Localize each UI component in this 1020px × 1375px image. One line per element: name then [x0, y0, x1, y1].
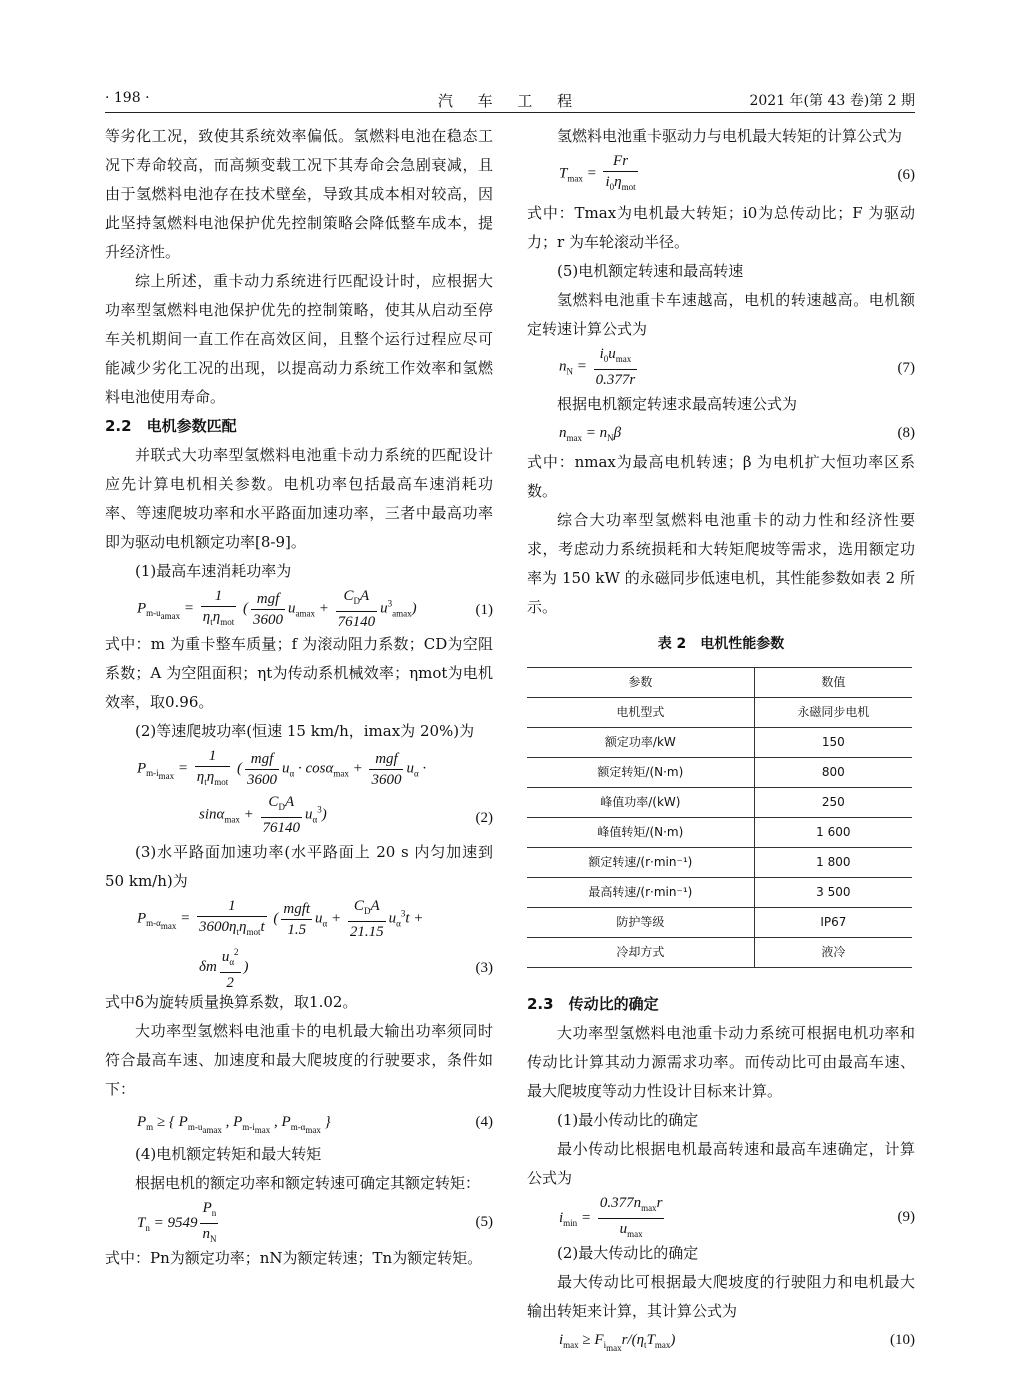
issue-info: 2021 年(第 43 卷)第 2 期 — [749, 93, 915, 109]
table-cell: 额定功率/kW — [527, 728, 754, 758]
equation-number: (8) — [897, 425, 915, 441]
subsection-label: (3)水平路面加速功率(水平路面上 20 s 内匀加速到 50 km/h)为 — [105, 843, 493, 890]
equation-5: $T_n = 9549$ $\frac{P_n}{n_N}$ (5) — [137, 1200, 493, 1244]
subsection-label: (2)等速爬坡功率(恒速 15 km/h，imax为 20%)为 — [135, 722, 475, 740]
table-row — [527, 818, 912, 848]
table-cell: 800 — [754, 758, 912, 788]
right-column — [527, 122, 915, 1355]
motor-parameter-table — [527, 667, 912, 968]
table-row — [527, 728, 912, 758]
equation-1: $P_{m-u_{amax}}$ = $\frac{1}{\eta_t\eta_{mot}}$ ( $\frac{\text{mgf}}{3600}$ $u_{amax}$ + $\frac{C_DA}{76140}$ $u^3_{amax}$) (1) — [137, 588, 493, 630]
table-row — [527, 848, 912, 878]
page-number: · 198 · — [105, 90, 150, 106]
paragraph: 综上所述，重卡动力系统进行匹配设计时，应根据大功率型氢燃料电池保护优先的控制策略，使其从启动至停车关机期间一直工作在高效区间，且整个运行过程应尽可能减少劣化工况的出现，以提高动力系统工作效率和氢燃料电池使用寿命。 — [105, 272, 493, 406]
table-cell: 冷却方式 — [527, 938, 754, 968]
table-cell: 1 600 — [754, 818, 912, 848]
section-heading: 2.2 电机参数匹配 — [105, 417, 237, 435]
table-header-cell: 数值 — [754, 668, 912, 698]
equation-number: (2) — [475, 810, 493, 826]
equation-4: $P_m$ ≥ { $P_{m-u_{amax}}$ , $P_{m-i_{max}}$ , $P_{m-\alpha_{max}}$ } (4) — [105, 1104, 493, 1140]
table-row — [527, 698, 912, 728]
equation-number: (10) — [890, 1332, 915, 1348]
table-cell: 额定转矩/(N·m) — [527, 758, 754, 788]
page-header — [105, 90, 915, 113]
paragraph: 最大传动比可根据最大爬坡度的行驶阻力和电机最大输出转矩来计算，其计算公式为 — [527, 1273, 915, 1320]
paragraph: 大功率型氢燃料电池重卡动力系统可根据电机功率和传动比计算其动力源需求功率。而传动比可由最高车速、最大爬坡度等动力性设计目标来计算。 — [527, 1024, 915, 1100]
where-clause: 式中：m 为重卡整车质量；f 为滚动阻力系数；CD为空阻系数；A 为空阻面积；ηt为传动系机械效率；ηmot为电机效率，取0.96。 — [105, 635, 493, 711]
table-cell: 最高转速/(r·min⁻¹) — [527, 878, 754, 908]
table-row — [527, 938, 912, 968]
equation-9: $i_{min}$ = $\frac{0.377n_{max}r}{u_{max}}$ (9) — [559, 1195, 915, 1239]
equation-number: (3) — [475, 960, 493, 976]
table-cell: 永磁同步电机 — [754, 698, 912, 728]
subsection-label: (4)电机额定转矩和最大转矩 — [135, 1145, 322, 1163]
equation-number: (1) — [475, 602, 493, 618]
paragraph: 根据电机的额定功率和额定转速可确定其额定转矩： — [135, 1174, 481, 1192]
table-row — [527, 788, 912, 818]
table-cell: 3 500 — [754, 878, 912, 908]
equation-number: (6) — [897, 167, 915, 183]
paragraph: 氢燃料电池重卡车速越高，电机的转速越高。电机额定转速计算公式为 — [527, 291, 915, 338]
subsection-label: (2)最大传动比的确定 — [557, 1244, 699, 1262]
equation-6: $T_{max}$ = $\frac{Fr}{i_0\eta_{mot}}$ (6) — [559, 153, 915, 192]
table-caption: 表 2 电机性能参数 — [657, 636, 785, 652]
section-heading: 2.3 传动比的确定 — [527, 995, 659, 1013]
table-cell: 峰值转矩/(N·m) — [527, 818, 754, 848]
equation-number: (7) — [897, 360, 915, 376]
table-row — [527, 758, 912, 788]
table-row — [527, 908, 912, 938]
equation-number: (5) — [475, 1214, 493, 1230]
subsection-label: (1)最小传动比的确定 — [557, 1111, 699, 1129]
subsection-label: (1)最高车速消耗功率为 — [135, 562, 292, 580]
paragraph: 等劣化工况，致使其系统效率偏低。氢燃料电池在稳态工况下寿命较高，而高频变载工况下其寿命会急剧衰减，且由于氢燃料电池存在技术壁垒，导致其成本相对较高，因此坚持氢燃料电池保护优先控制策略会降低整车成本，提升经济性。 — [105, 127, 493, 261]
table-cell: 电机型式 — [527, 698, 754, 728]
left-column — [105, 122, 493, 1273]
paragraph: 并联式大功率型氢燃料电池重卡动力系统的匹配设计应先计算电机相关参数。电机功率包括最高车速消耗功率、等速爬坡功率和水平路面加速功率，三者中最高功率即为驱动电机额定功率[8-9]。 — [105, 446, 493, 551]
table-cell: IP67 — [754, 908, 912, 938]
journal-title: 汽 车 工 程 — [437, 92, 583, 110]
paragraph: 大功率型氢燃料电池重卡的电机最大输出功率须同时符合最高车速、加速度和最大爬坡度的行驶要求，条件如下： — [105, 1022, 493, 1098]
where-clause: 式中δ为旋转质量换算系数，取1.02。 — [105, 993, 358, 1011]
equation-2: $P_{m-i_{max}}$ = $\frac{1}{\eta_t\eta_{mot}}$ ( $\frac{\text{mgf}}{3600}$ $u_\alpha \cdot \cos\alpha_{max}$ + $\frac{\text{mgf}}{3600}$ $u_\alpha$ · sinα$_{max}$ + $\frac{C_DA}{76140}$ $u_\alpha^3$) (2) — [137, 748, 493, 836]
table-cell: 额定转速/(r·min⁻¹) — [527, 848, 754, 878]
table-cell: 峰值功率/(kW) — [527, 788, 754, 818]
paragraph: 最小传动比根据电机最高转速和最高车速确定，计算公式为 — [527, 1140, 915, 1187]
equation-number: (4) — [475, 1114, 493, 1130]
paragraph: 综合大功率型氢燃料电池重卡的动力性和经济性要求，考虑动力系统损耗和大转矩爬坡等需求，选用额定功率为 150 kW 的永磁同步低速电机，其性能参数如表 2 所示。 — [527, 511, 915, 616]
equation-10: $i_{max} \ge F_{i_{max}}r/(\eta_tT_{max})$ (10) — [527, 1326, 915, 1355]
where-clause: 式中：Tmax为电机最大转矩；i0为总传动比；F 为驱动力；r 为车轮滚动半径。 — [527, 204, 915, 251]
table-header-row — [527, 668, 912, 698]
where-clause: 式中：Pn为额定功率；nN为额定转速；Tn为额定转矩。 — [105, 1249, 483, 1267]
equation-8: $n_{max} = n_N\beta$ (8) — [527, 419, 915, 448]
where-clause: 式中：nmax为最高电机转速；β 为电机扩大恒功率区系数。 — [527, 453, 915, 500]
paragraph: 根据电机额定转速求最高转速公式为 — [557, 395, 798, 413]
equation-number: (9) — [897, 1209, 915, 1225]
subsection-label: (5)电机额定转速和最高转速 — [557, 262, 744, 280]
equation-7: $n_N$ = $\frac{i_0u_{max}}{0.377r}$ (7) — [559, 346, 915, 388]
table-cell: 150 — [754, 728, 912, 758]
table-header-cell: 参数 — [527, 668, 754, 698]
paragraph: 氢燃料电池重卡驱动力与电机最大转矩的计算公式为 — [557, 127, 903, 145]
table-row — [527, 878, 912, 908]
table-cell: 液冷 — [754, 938, 912, 968]
table-cell: 1 800 — [754, 848, 912, 878]
table-cell: 防护等级 — [527, 908, 754, 938]
table-cell: 250 — [754, 788, 912, 818]
equation-3: $P_{m-\alpha_{max}}$ = $\frac{1}{3600\eta_t\eta_{mot}t}$ ( $\frac{\text{mgft}}{1.5}$ $u_\alpha$ + $\frac{C_DA}{21.15}$ $u_\alpha^3t$ + δm $\frac{u_\alpha^2}{2}$ ) (3) — [137, 898, 493, 991]
